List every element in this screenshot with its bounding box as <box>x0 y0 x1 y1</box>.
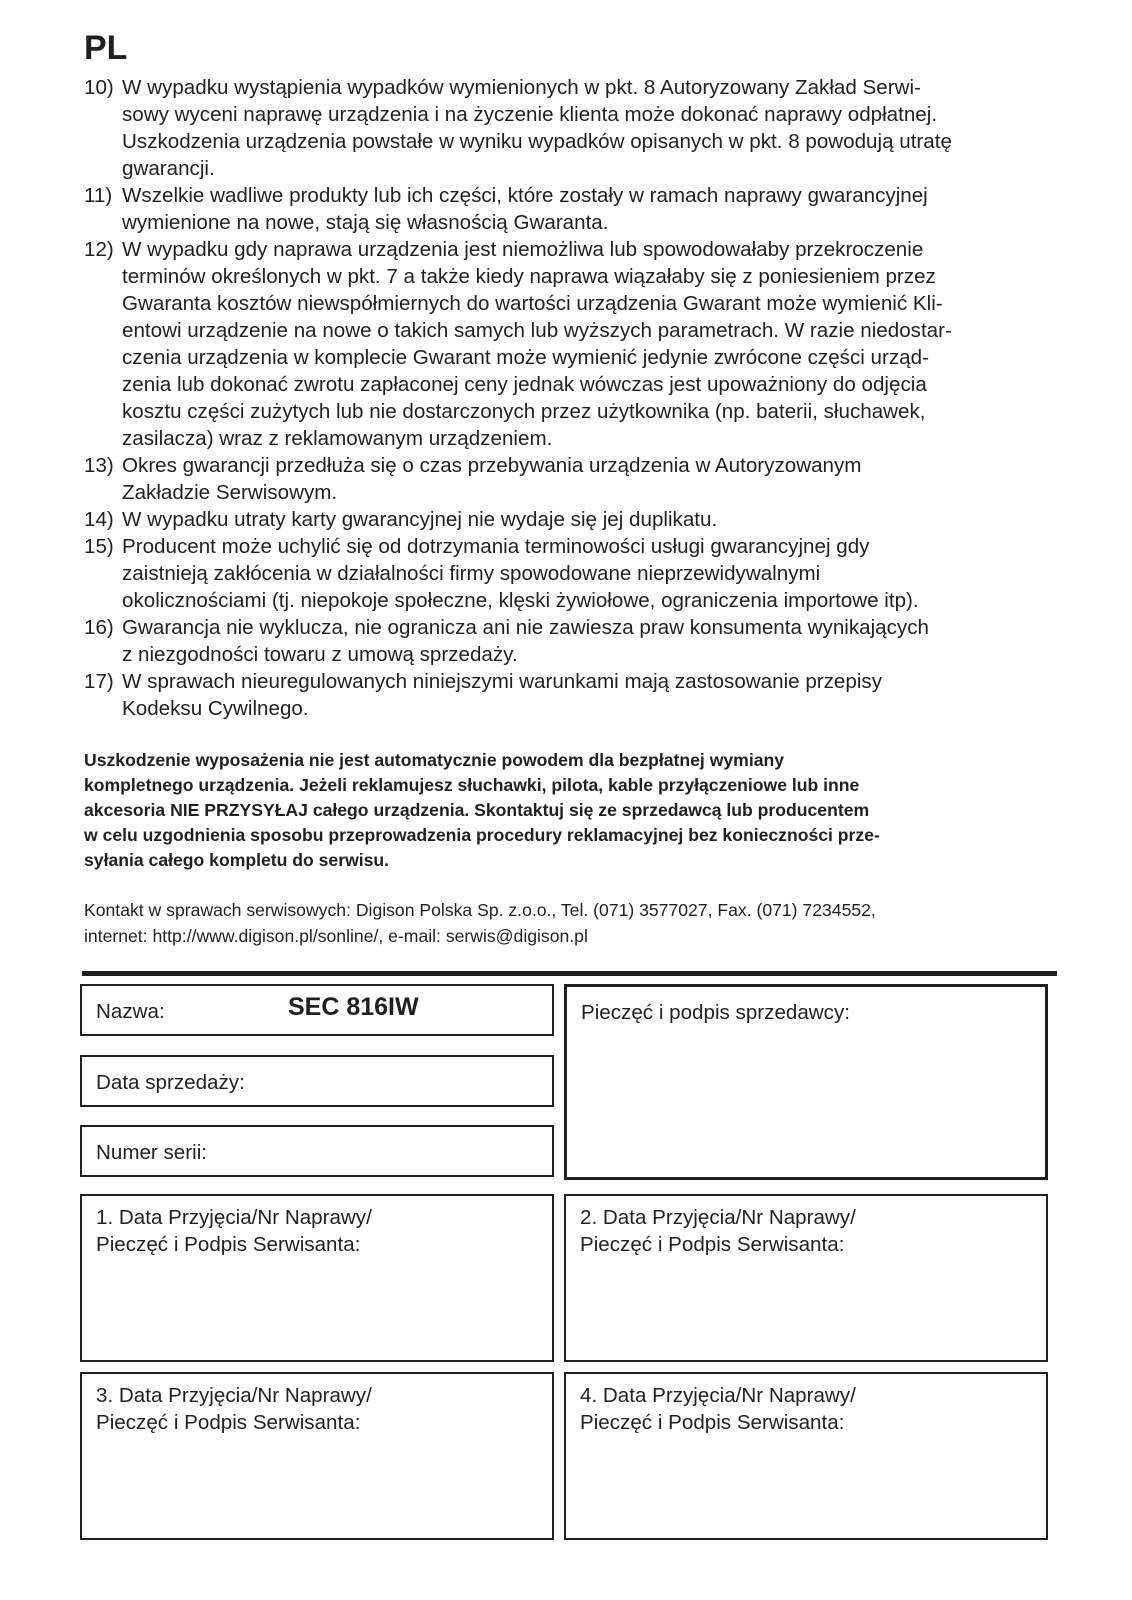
repair-record-1[interactable] <box>80 1194 554 1362</box>
repair-label-line: Pieczęć i Podpis Serwisanta: <box>96 1411 361 1434</box>
accessory-notice <box>84 748 1059 873</box>
notice-line: Uszkodzenie wyposażenia nie jest automatycznie powodem dla bezpłatnej wymiany <box>84 750 785 770</box>
repair-label-line: Pieczęć i Podpis Serwisanta: <box>580 1411 845 1434</box>
notice-line: w celu uzgodnienia sposobu przeprowadzenia procedury reklamacyjnej bez konieczności prze- <box>84 825 880 845</box>
repair-record-label <box>96 1204 372 1258</box>
text-line: zenia lub dokonać zwrotu zapłaconej ceny jednak wówczas jest upoważniony do odjęcia <box>122 373 927 396</box>
text-line: entowi urządzenie na nowe o takich samych lub wyższych parametrach. W razie niedostar- <box>122 319 952 342</box>
text-line: Zakładzie Serwisowym. <box>122 481 338 504</box>
repair-label-line: Pieczęć i Podpis Serwisanta: <box>96 1233 361 1256</box>
list-item <box>84 74 1059 182</box>
seller-stamp-field[interactable] <box>564 984 1048 1180</box>
text-line: W wypadku utraty karty gwarancyjnej nie wydaje się jej duplikatu. <box>122 508 718 531</box>
serial-number-label: Numer serii: <box>96 1141 207 1164</box>
item-number: 10) <box>84 76 114 99</box>
text-line: okolicznościami (tj. niepokoje społeczne, klęski żywiołowe, ograniczenia importowe itp). <box>122 589 919 612</box>
serial-number-field[interactable] <box>80 1125 554 1177</box>
text-line: Producent może uchylić się od dotrzymania terminowości usługi gwarancyjnej gdy <box>122 535 870 558</box>
item-text <box>122 533 1059 614</box>
text-line: czenia urządzenia w komplecie Gwarant może wymienić jedynie zwrócone części urząd- <box>122 346 929 369</box>
text-line: kosztu części zużytych lub nie dostarczonych przez użytkownika (np. baterii, słuchawek, <box>122 400 926 423</box>
list-item <box>84 614 1059 668</box>
seller-stamp-label: Pieczęć i podpis sprzedawcy: <box>581 1001 850 1024</box>
text-line: Uszkodzenia urządzenia powstałe w wyniku wypadków opisanych w pkt. 8 powodują utratę <box>122 130 952 153</box>
item-text <box>122 668 1059 722</box>
text-line: Gwaranta kosztów niewspółmiernych do wartości urządzenia Gwarant może wymienić Kli- <box>122 292 943 315</box>
item-text <box>122 182 1059 236</box>
repair-label-line: 2. Data Przyjęcia/Nr Naprawy/ <box>580 1206 856 1229</box>
list-item <box>84 506 1059 533</box>
repair-record-label <box>96 1382 372 1436</box>
notice-line: akcesoria NIE PRZYSYŁAJ całego urządzenia. Skontaktuj się ze sprzedawcą lub producentem <box>84 800 870 820</box>
item-text <box>122 236 1059 452</box>
item-number: 16) <box>84 616 114 639</box>
text-line: wymienione na nowe, stają się własnością Gwaranta. <box>122 211 609 234</box>
item-number: 17) <box>84 670 114 693</box>
list-item <box>84 452 1059 506</box>
warranty-terms-list <box>84 74 1059 722</box>
repair-record-4[interactable] <box>564 1372 1048 1540</box>
item-text <box>122 452 1059 506</box>
item-number: 12) <box>84 238 114 261</box>
text-line: z niezgodności towaru z umową sprzedaży. <box>122 643 518 666</box>
product-name-value: SEC 816IW <box>288 993 419 1021</box>
repair-record-label <box>580 1204 856 1258</box>
item-number: 13) <box>84 454 114 477</box>
notice-line: syłania całego kompletu do serwisu. <box>84 850 390 870</box>
repair-label-line: 3. Data Przyjęcia/Nr Naprawy/ <box>96 1384 372 1407</box>
contact-line: Kontakt w sprawach serwisowych: Digison Polska Sp. z.o.o., Tel. (071) 3577027, Fax. (071) 7234552, <box>84 900 876 920</box>
repair-record-label <box>580 1382 856 1436</box>
text-line: zaistnieją zakłócenia w działalności firmy spowodowane nieprzewidywalnymi <box>122 562 821 585</box>
sale-date-label: Data sprzedaży: <box>96 1071 245 1094</box>
item-number: 11) <box>84 184 113 207</box>
text-line: Kodeksu Cywilnego. <box>122 697 309 720</box>
repair-record-3[interactable] <box>80 1372 554 1540</box>
list-item <box>84 182 1059 236</box>
repair-label-line: 4. Data Przyjęcia/Nr Naprawy/ <box>580 1384 856 1407</box>
product-name-label: Nazwa: <box>96 1000 165 1023</box>
repair-record-2[interactable] <box>564 1194 1048 1362</box>
language-code: PL <box>84 29 128 67</box>
text-line: W wypadku gdy naprawa urządzenia jest niemożliwa lub spowodowałaby przekroczenie <box>122 238 924 261</box>
item-text <box>122 74 1059 182</box>
text-line: Gwarancja nie wyklucza, nie ogranicza ani nie zawiesza praw konsumenta wynikających <box>122 616 929 639</box>
list-item <box>84 236 1059 452</box>
item-text <box>122 506 1059 533</box>
repair-label-line: Pieczęć i Podpis Serwisanta: <box>580 1233 845 1256</box>
text-line: W wypadku wystąpienia wypadków wymienionych w pkt. 8 Autoryzowany Zakład Serwi- <box>122 76 921 99</box>
text-line: gwarancji. <box>122 157 215 180</box>
list-item <box>84 668 1059 722</box>
item-number: 15) <box>84 535 114 558</box>
text-line: terminów określonych w pkt. 7 a także kiedy naprawa wiązałaby się z poniesieniem przez <box>122 265 936 288</box>
text-line: W sprawach nieuregulowanych niniejszymi warunkami mają zastosowanie przepisy <box>122 670 883 693</box>
text-line: Okres gwarancji przedłuża się o czas przebywania urządzenia w Autoryzowanym <box>122 454 862 477</box>
contact-line: internet: http://www.digison.pl/sonline/, e-mail: serwis@digison.pl <box>84 926 588 946</box>
notice-line: kompletnego urządzenia. Jeżeli reklamujesz słuchawki, pilota, kable przyłączeniowe lub inne <box>84 775 860 795</box>
service-contact <box>84 897 1059 949</box>
product-name-field[interactable] <box>80 984 554 1036</box>
item-text <box>122 614 1059 668</box>
item-number: 14) <box>84 508 114 531</box>
section-divider <box>82 971 1057 976</box>
text-line: Wszelkie wadliwe produkty lub ich części, które zostały w ramach naprawy gwarancyjnej <box>122 184 928 207</box>
text-line: sowy wyceni naprawę urządzenia i na życzenie klienta może dokonać naprawy odpłatnej. <box>122 103 938 126</box>
sale-date-field[interactable] <box>80 1055 554 1107</box>
list-item <box>84 533 1059 614</box>
text-line: zasilacza) wraz z reklamowanym urządzeniem. <box>122 427 553 450</box>
repair-label-line: 1. Data Przyjęcia/Nr Naprawy/ <box>96 1206 372 1229</box>
